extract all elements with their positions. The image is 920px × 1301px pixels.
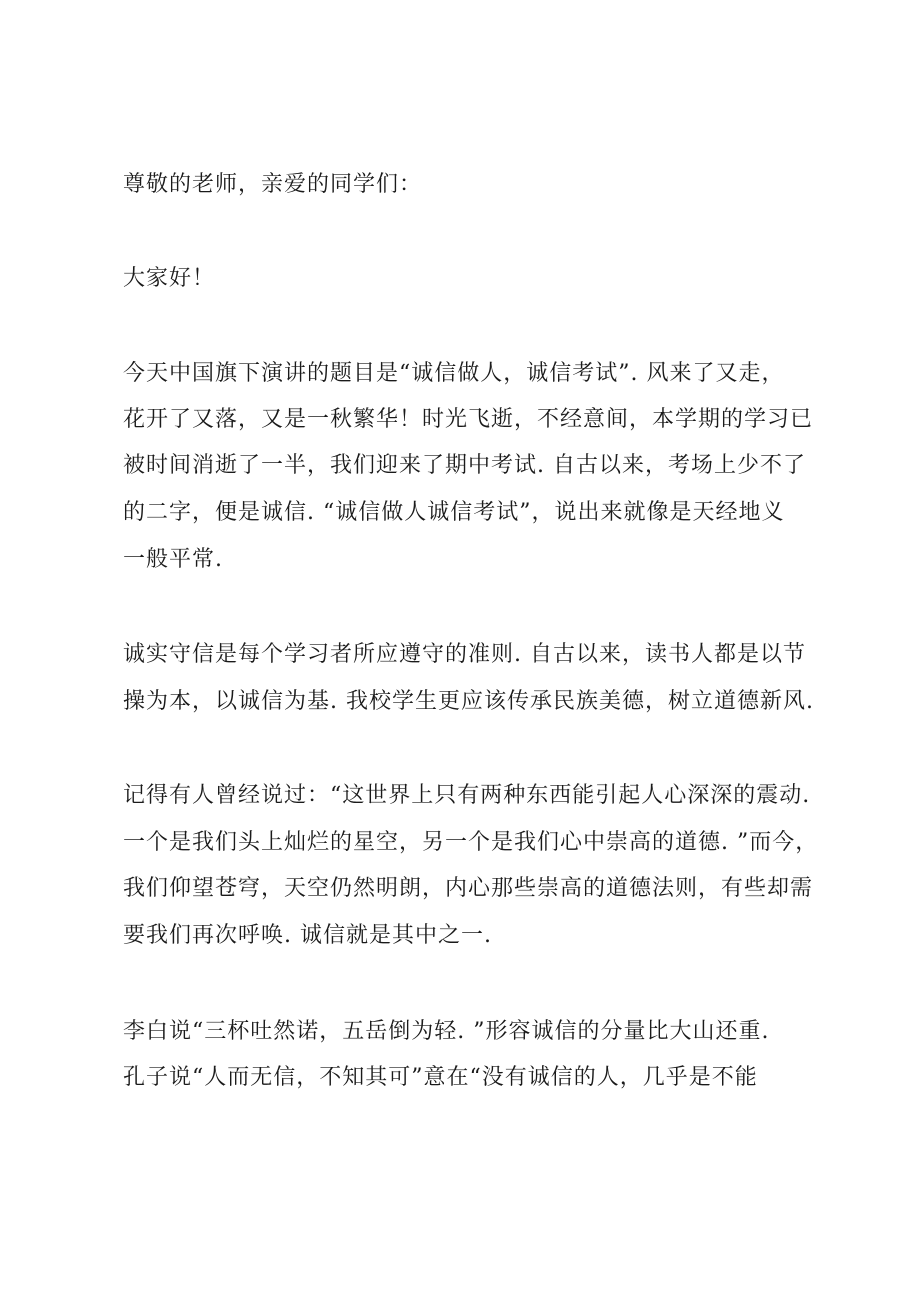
paragraph-3-line-1: 记得有人曾经说过：“这世界上只有两种东西能引起人心深深的震动. <box>123 783 811 808</box>
paragraph-1-line-4: 的二字，便是诚信. “诚信做人诚信考试”，说出来就像是天经地义 <box>123 500 785 525</box>
paragraph-1-line-3: 被时间消逝了一半，我们迎来了期中考试. 自古以来，考场上少不了 <box>123 453 806 478</box>
paragraph-2-line-1: 诚实守信是每个学习者所应遵守的准则. 自古以来，读书人都是以节 <box>123 642 806 667</box>
paragraph-4-line-2: 孔子说“人而无信，不知其可”意在“没有诚信的人，几乎是不能 <box>123 1065 758 1090</box>
paragraph-2-line-2: 操为本，以诚信为基. 我校学生更应该传承民族美德，树立道德新风. <box>123 689 814 714</box>
paragraph-3-line-2: 一个是我们头上灿烂的星空，另一个是我们心中崇高的道德. ”而今， <box>123 830 819 855</box>
paragraph-1-line-1: 今天中国旗下演讲的题目是“诚信做人，诚信考试”. 风来了又走， <box>123 361 785 386</box>
paragraph-4-line-1: 李白说“三杯吐然诺，五岳倒为轻. ”形容诚信的分量比大山还重. <box>123 1019 770 1044</box>
greeting: 大家好！ <box>123 266 216 291</box>
salutation: 尊敬的老师，亲爱的同学们： <box>123 172 423 197</box>
paragraph-3-line-3: 我们仰望苍穹，天空仍然明朗，内心那些崇高的道德法则，有些却需 <box>123 876 814 901</box>
paragraph-1-line-5: 一般平常. <box>123 547 223 572</box>
paragraph-3-line-4: 要我们再次呼唤. 诚信就是其中之一. <box>123 923 492 948</box>
paragraph-1-line-2: 花开了又落，又是一秋繁华！时光飞逝，不经意间，本学期的学习已 <box>123 407 814 432</box>
